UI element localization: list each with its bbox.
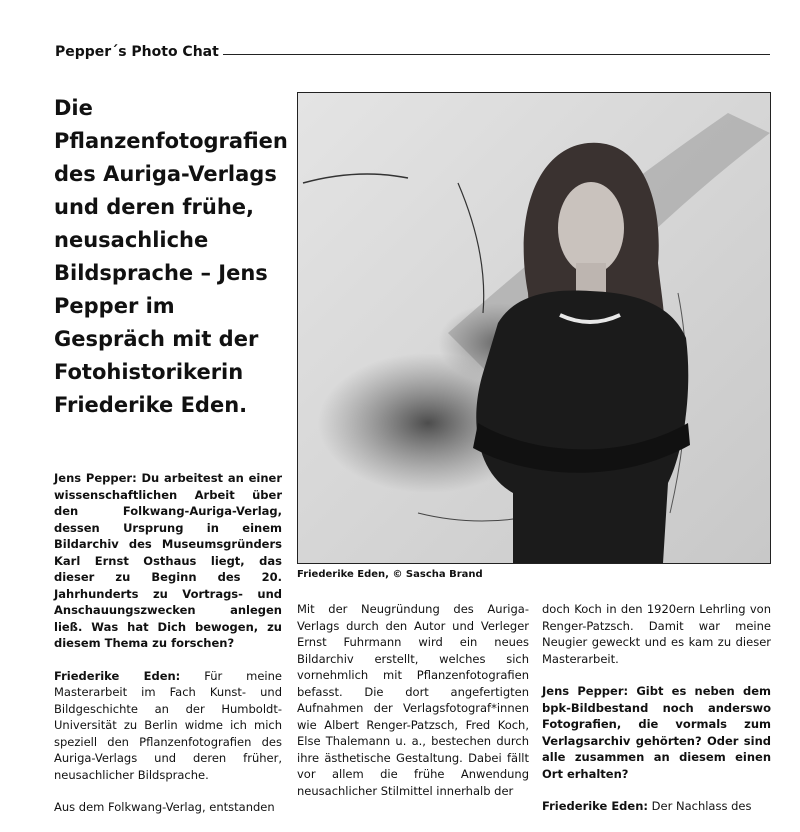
column-1 — [54, 470, 282, 832]
article-headline: Die Pflanzenfotografien des Auriga-Verlags und deren frühe, neusachliche Bildsprache – Jens Pepper im Gespräch mit der Fotohistorikerin Friederike Eden. — [54, 96, 288, 417]
interview-answer — [54, 668, 282, 784]
interview-answer — [542, 798, 771, 815]
header-rule — [223, 54, 770, 55]
body-paragraph: doch Koch in den 1920ern Lehrling von Renger-Patzsch. Damit war meine Neugier geweckt und es kam zu dieser Masterarbeit. — [542, 602, 771, 666]
interview-question: Jens Pepper: Gibt es neben dem bpk-Bildbestand noch anderswo Fotografien, die vormals zum Verlagsarchiv gehörten? Oder sind alle zusammen an diesem einen Ort erhalten? — [542, 684, 771, 781]
portrait-photo — [297, 92, 771, 564]
answer-text: Für meine Masterarbeit im Fach Kunst- und Bildgeschichte an der Humboldt-Universität zu Berlin widme ich mich speziell den Pflanzenfotografien des Auriga-Verlags und deren früher, neusachlicher Bildsprache. — [54, 668, 282, 782]
column-title: Pepper´s Photo Chat — [55, 44, 219, 60]
interview-question: Jens Pepper: Du arbeitest an einer wissenschaftlichen Arbeit über den Folkwang-Auriga-Verlag, dessen Ursprung in einem Bildarchiv des Museumsgründers Karl Ernst Osthaus liegt, das dieser zu Beginn des 20. Jahrhunderts zu Vortrags- und Anschauungszwecken anlegen ließ. Was hat Dich bewogen, zu diesem Thema zu forschen? — [54, 471, 282, 650]
photo-caption: Friederike Eden, © Sascha Brand — [297, 569, 483, 580]
speaker-name: Friederike Eden: — [542, 799, 648, 813]
column-3 — [542, 601, 771, 831]
body-paragraph: Mit der Neugründung des Auriga-Verlags durch den Autor und Verleger Ernst Fuhrmann wird ein neues Bildarchiv erstellt, welches sich vornehmlich mit Pflanzenfotografien befasst. Die dort angefertigten Aufnahmen der Verlagsfotograf*innen wie Albert Renger-Patzsch, Fred Koch, Else Thalemann u. a., bestechen durch ihre ästhetische Gestaltung. Dabei fällt vor allem die frühe Anwendung neusachlicher Stilmittel innerhalb der — [297, 602, 529, 798]
column-2 — [297, 601, 529, 815]
answer-text: Der Nachlass des — [648, 799, 752, 813]
body-paragraph: Aus dem Folkwang-Verlag, entstanden — [54, 800, 275, 814]
speaker-name: Friederike Eden: — [54, 668, 181, 683]
running-header — [55, 40, 770, 60]
portrait-illustration — [298, 93, 770, 563]
